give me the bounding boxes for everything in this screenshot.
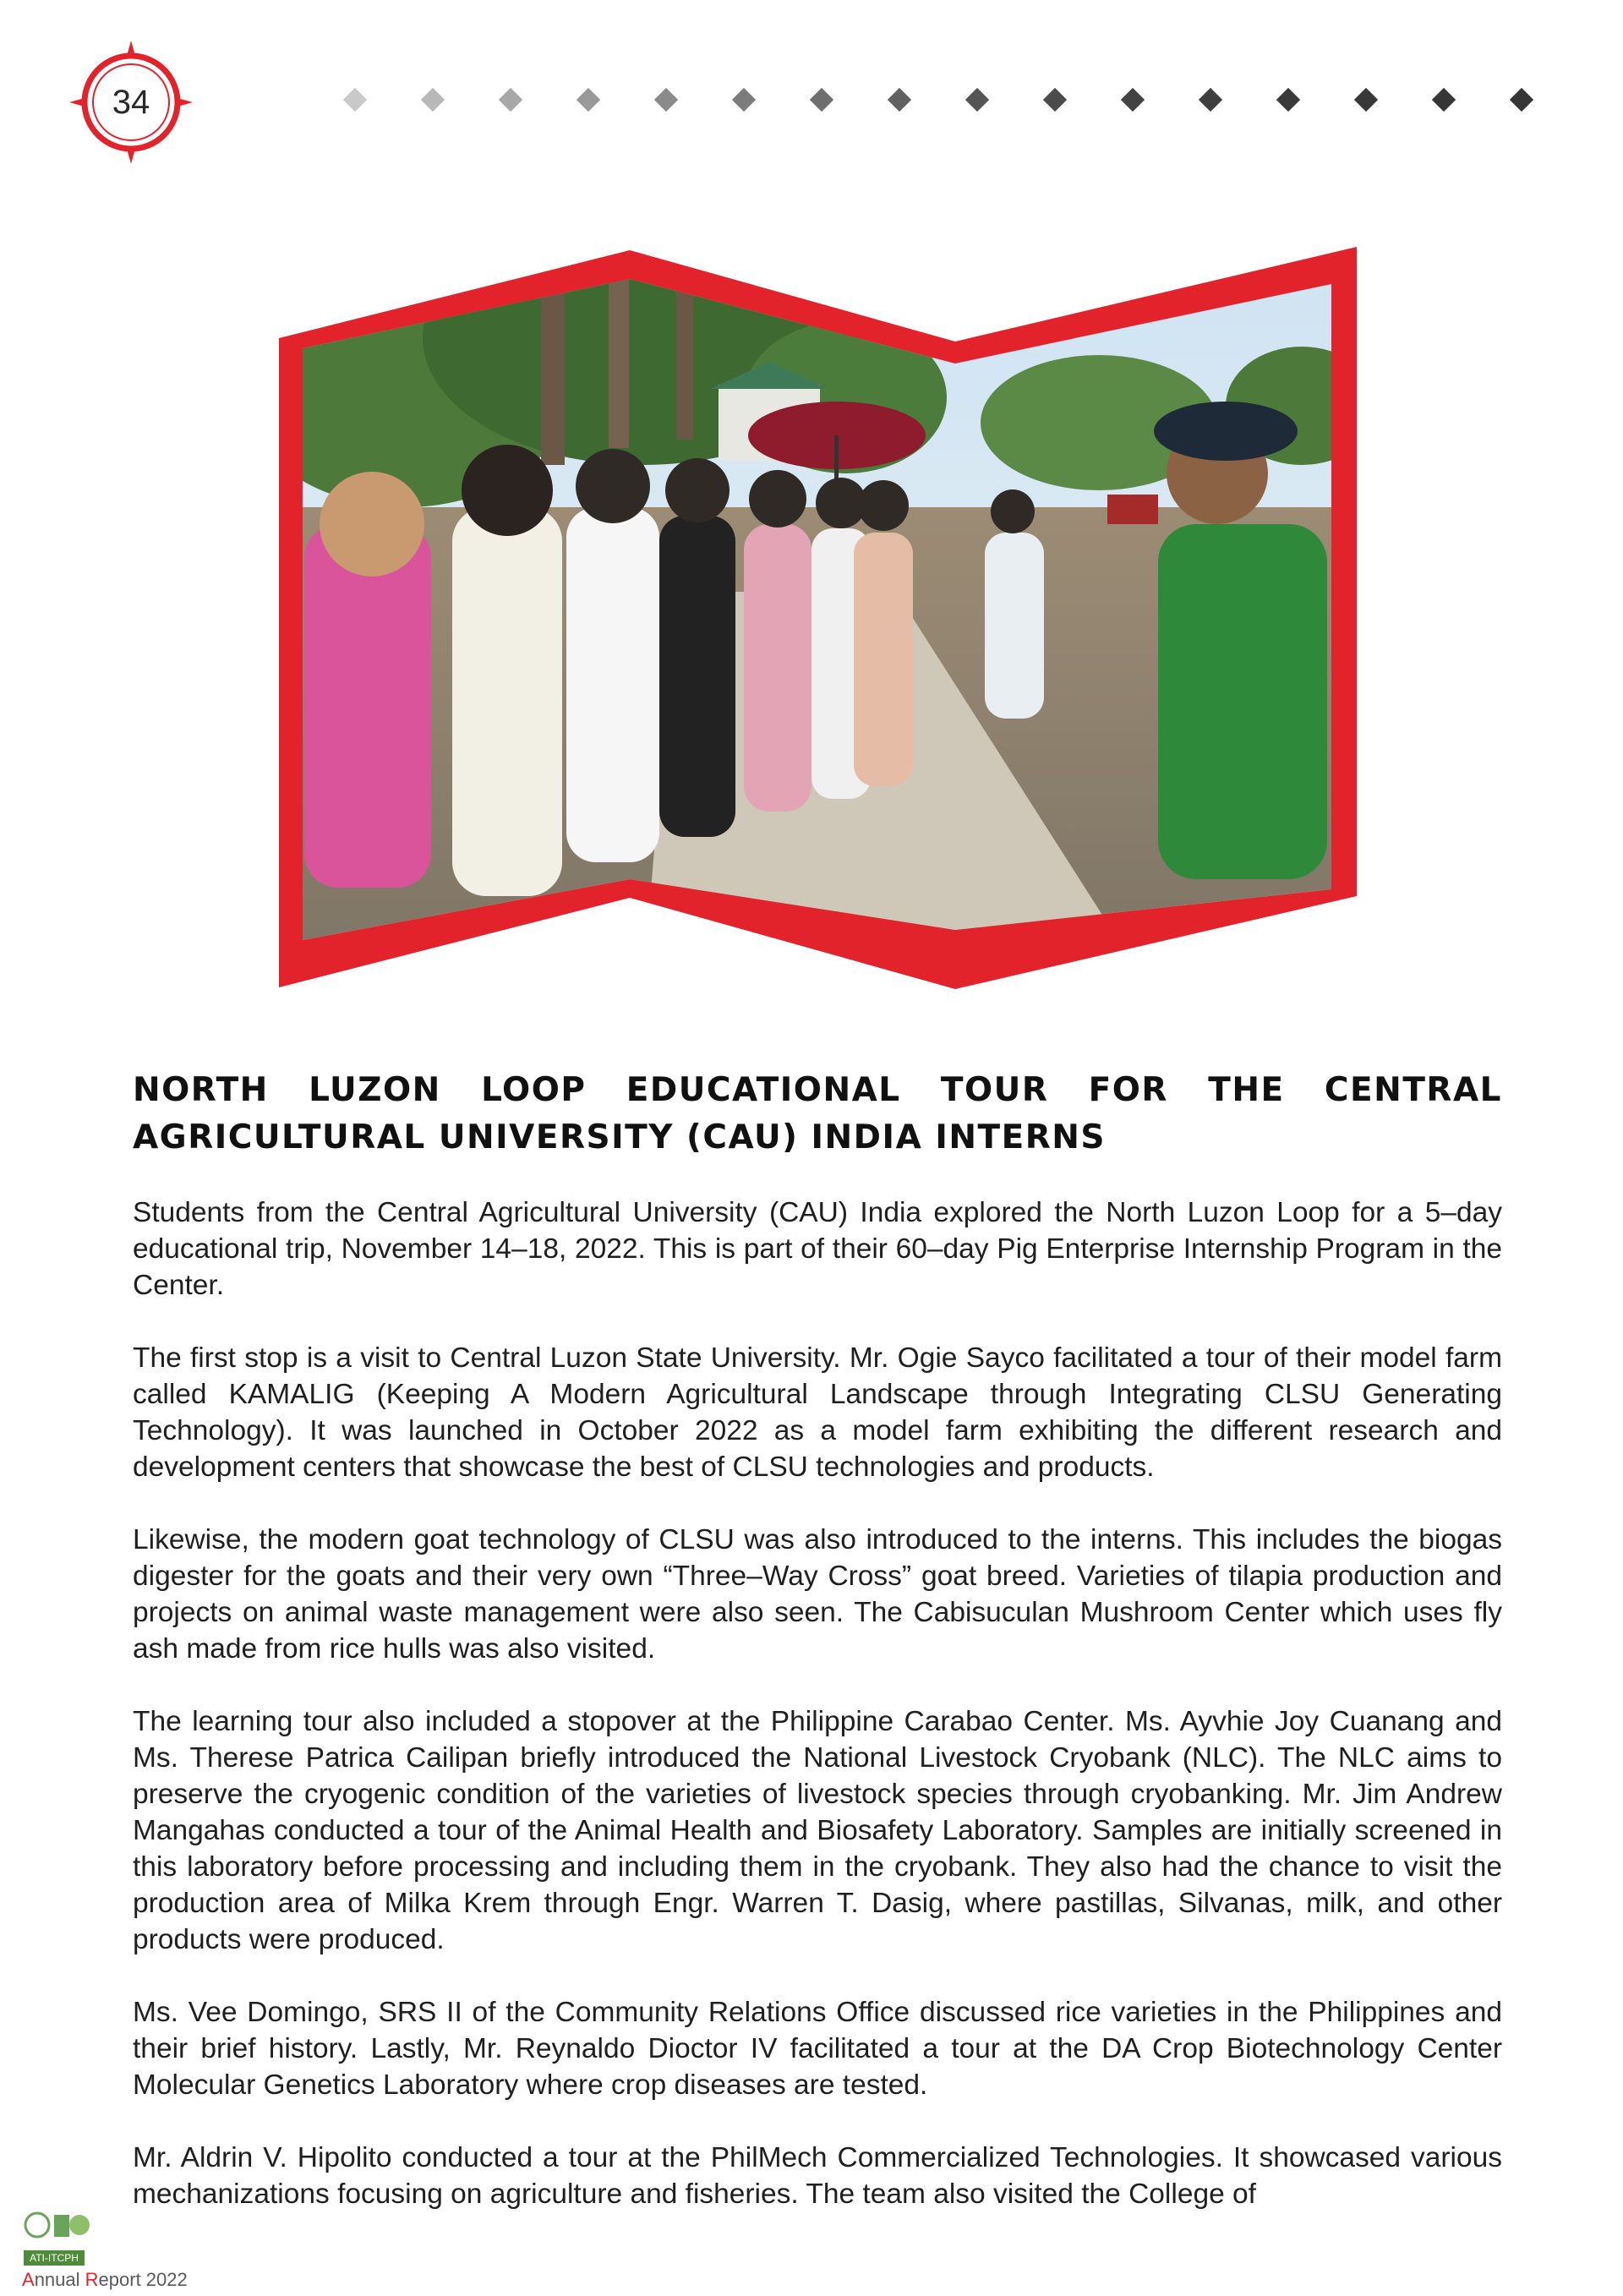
footer-report-mid: nnual [34, 2269, 85, 2290]
footer-report-label [22, 2269, 188, 2291]
group-photo [0, 0, 1623, 1014]
article-paragraph: The learning tour also included a stopover at the Philippine Carabao Center. Ms. Ayvhie Joy Cuanang and Ms. Therese Patrica Cailipan briefly introduced the National Livestock Cryobank (NLC). The NLC aims to preserve the cryogenic condition of the varieties of livestock species through cryobanking. Mr. Jim Andrew Mangahas conducted a tour of the Animal Health and Biosafety Laboratory. Samples are initially screened in this laboratory before processing and including them in the cryobank. They also had the chance to visit the production area of Milka Krem through Engr. Warren T. Dasig, where pastillas, Silvanas, milk, and other products were produced. [133, 1706, 1502, 1955]
footer-report-accent: R [85, 2269, 99, 2290]
photo-frame [0, 0, 1623, 1014]
article-body [133, 1194, 1502, 2249]
certification-logos-icon [24, 2206, 91, 2249]
photo-frame-border [279, 247, 1357, 989]
page-number: 34 [112, 84, 150, 121]
article-paragraph: Ms. Vee Domingo, SRS II of the Community Relations Office discussed rice varieties in the Philippines and their brief history. Lastly, Mr. Reynaldo Dioctor IV facilitated a tour at the DA Crop Biotechnology Center Molecular Genetics Laboratory where crop diseases are tested. [133, 1997, 1502, 2101]
article-paragraph: Likewise, the modern goat technology of CLSU was also introduced to the interns. This includes the biogas digester for the goats and their very own “Three–Way Cross” goat breed. Varieties of tilapia production and projects on animal waste management were also seen. The Cabisuculan Mushroom Center which uses fly ash made from rice hulls was also visited. [133, 1524, 1502, 1665]
article-paragraph: The first stop is a visit to Central Luzon State University. Mr. Ogie Sayco facilitated a tour of their model farm called KAMALIG (Keeping A Modern Agricultural Landscape through Integrating CLSU Generating Technology). It was launched in October 2022 as a model farm exhibiting the different research and development centers that showcase the best of CLSU technologies and products. [133, 1342, 1502, 1483]
decorative-diamond-row [338, 83, 1564, 117]
article-paragraph: Mr. Aldrin V. Hipolito conducted a tour at the PhilMech Commercialized Technologies. It showcased various mechanizations focusing on agriculture and fisheries. The team also visited the College of [133, 2142, 1502, 2210]
diamond-icon [343, 88, 1533, 112]
footer-report-prefix: A [22, 2269, 35, 2290]
article-title: NORTH LUZON LOOP EDUCATIONAL TOUR FOR THE CENTRAL AGRICULTURAL UNIVERSITY (CAU) INDIA INTERNS [133, 1071, 1502, 1156]
footer-org-label: ATI-ITCPH [24, 2250, 85, 2266]
footer-report-rest: eport 2022 [98, 2269, 188, 2290]
footer [20, 2206, 240, 2291]
article-paragraph: Students from the Central Agricultural University (CAU) India explored the North Luzon Loop for a 5–day educational trip, November 14–18, 2022. This is part of their 60–day Pig Enterprise Internship Program in the Center. [133, 1197, 1502, 1301]
